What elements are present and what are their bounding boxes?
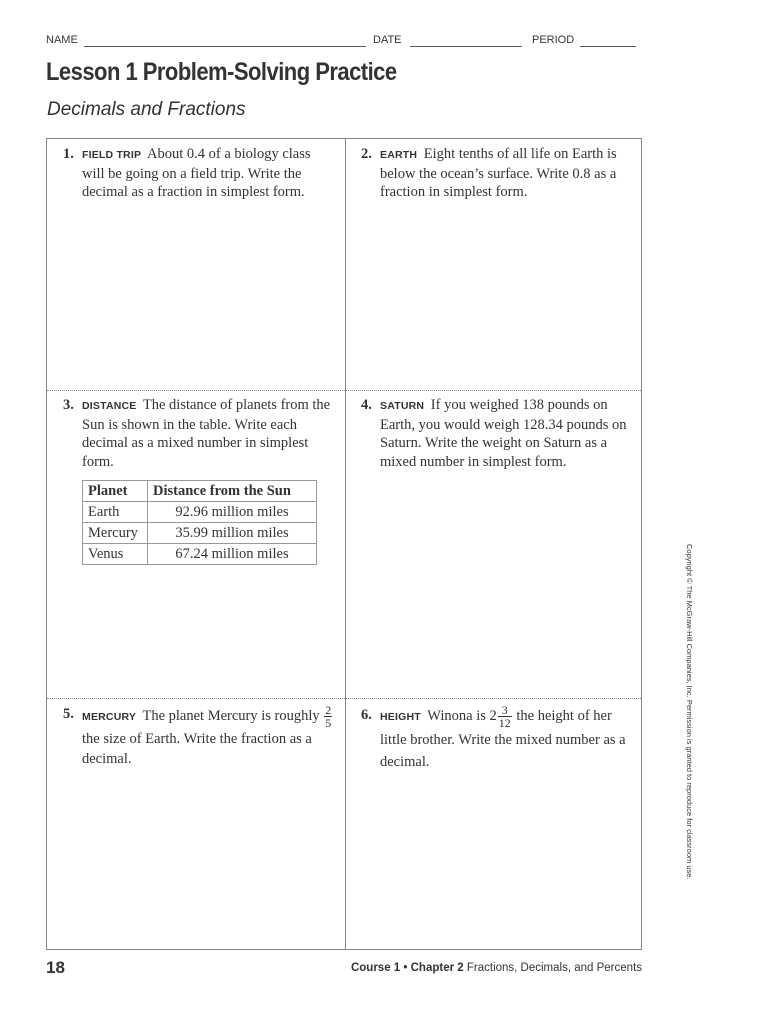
problem-number: 6. — [361, 707, 372, 723]
name-label: NAME — [46, 34, 78, 46]
fraction-denominator: 12 — [498, 716, 511, 730]
problem-tag: DISTANCE — [82, 400, 137, 412]
table-header-distance: Distance from the Sun — [148, 481, 317, 502]
problem-tag: HEIGHT — [380, 710, 421, 723]
problem-text: The planet Mercury is roughly — [142, 707, 320, 724]
problem-text: If you weighed 138 pounds on Earth, you would weigh 128.34 pounds on Saturn. Write the weight on Saturn as a mixed number in simplest form. — [380, 397, 627, 470]
problem-text: Winona is 2 — [427, 707, 497, 724]
table-header-row — [83, 481, 317, 502]
problem-3 — [63, 396, 335, 471]
problem-6 — [361, 704, 637, 773]
page-number: 18 — [46, 958, 65, 977]
problem-5 — [63, 704, 335, 769]
problem-tag: SATURN — [380, 400, 425, 412]
fraction-numerator: 2 — [325, 703, 332, 717]
table-cell-distance: 92.96 million miles — [148, 502, 317, 523]
footer-bullet: • — [403, 962, 408, 974]
footer-chapter-title: Fractions, Decimals, and Percents — [466, 962, 642, 974]
row-divider — [47, 698, 641, 699]
footer-course-info — [351, 962, 642, 974]
table-header-planet: Planet — [83, 481, 148, 502]
fraction-numerator: 3 — [498, 704, 512, 717]
page-subtitle: Decimals and Fractions — [47, 99, 246, 120]
problem-number: 1. — [63, 146, 74, 162]
planet-distance-table — [82, 480, 317, 565]
table-row — [83, 502, 317, 523]
copyright-notice: Copyright © The McGraw-Hill Companies, Inc. Permission is granted to reproduce for classroom use. — [685, 544, 694, 880]
period-label: PERIOD — [532, 34, 575, 46]
table-cell-planet: Venus — [83, 544, 148, 565]
problem-grid — [46, 138, 642, 950]
fraction-denominator: 5 — [325, 716, 332, 730]
row-divider — [47, 390, 641, 391]
problem-number: 2. — [361, 146, 372, 162]
problem-2 — [361, 145, 637, 202]
problem-text: the size of Earth. Write the fraction as a decimal. — [82, 731, 312, 767]
problem-text: the height of her little brother. Write the mixed number as a decimal. — [380, 707, 626, 770]
problem-text: The distance of planets from the Sun is shown in the table. Write each decimal as a mixed number in simplest form. — [82, 397, 331, 470]
problem-number: 3. — [63, 397, 74, 413]
problem-tag: FIELD TRIP — [82, 149, 142, 161]
table-cell-planet: Earth — [83, 502, 148, 523]
problem-number: 5. — [63, 706, 74, 722]
problem-1 — [63, 145, 335, 202]
fraction — [498, 704, 512, 729]
table-row — [83, 523, 317, 544]
date-field-line[interactable] — [410, 46, 522, 47]
table-cell-distance: 35.99 million miles — [148, 523, 317, 544]
problem-text: Eight tenths of all life on Earth is below the ocean’s surface. Write 0.8 as a fraction in simplest form. — [380, 146, 617, 200]
column-divider — [345, 139, 346, 949]
footer-course: Course 1 — [350, 962, 401, 974]
table-cell-distance: 67.24 million miles — [148, 544, 317, 565]
problem-text: About 0.4 of a biology class will be going on a field trip. Write the decimal as a fraction in simplest form. — [82, 146, 311, 200]
page-title: Lesson 1 Problem-Solving Practice — [46, 58, 397, 86]
footer-chapter: Chapter 2 — [410, 962, 464, 974]
date-label: DATE — [373, 34, 402, 46]
table-row — [83, 544, 317, 565]
problem-4 — [361, 396, 637, 471]
fraction — [324, 704, 332, 729]
problem-tag: MERCURY — [82, 710, 137, 723]
problem-tag: EARTH — [380, 149, 418, 161]
name-field-line[interactable] — [84, 46, 366, 47]
table-cell-planet: Mercury — [83, 523, 148, 544]
period-field-line[interactable] — [580, 46, 636, 47]
problem-number: 4. — [361, 397, 372, 413]
